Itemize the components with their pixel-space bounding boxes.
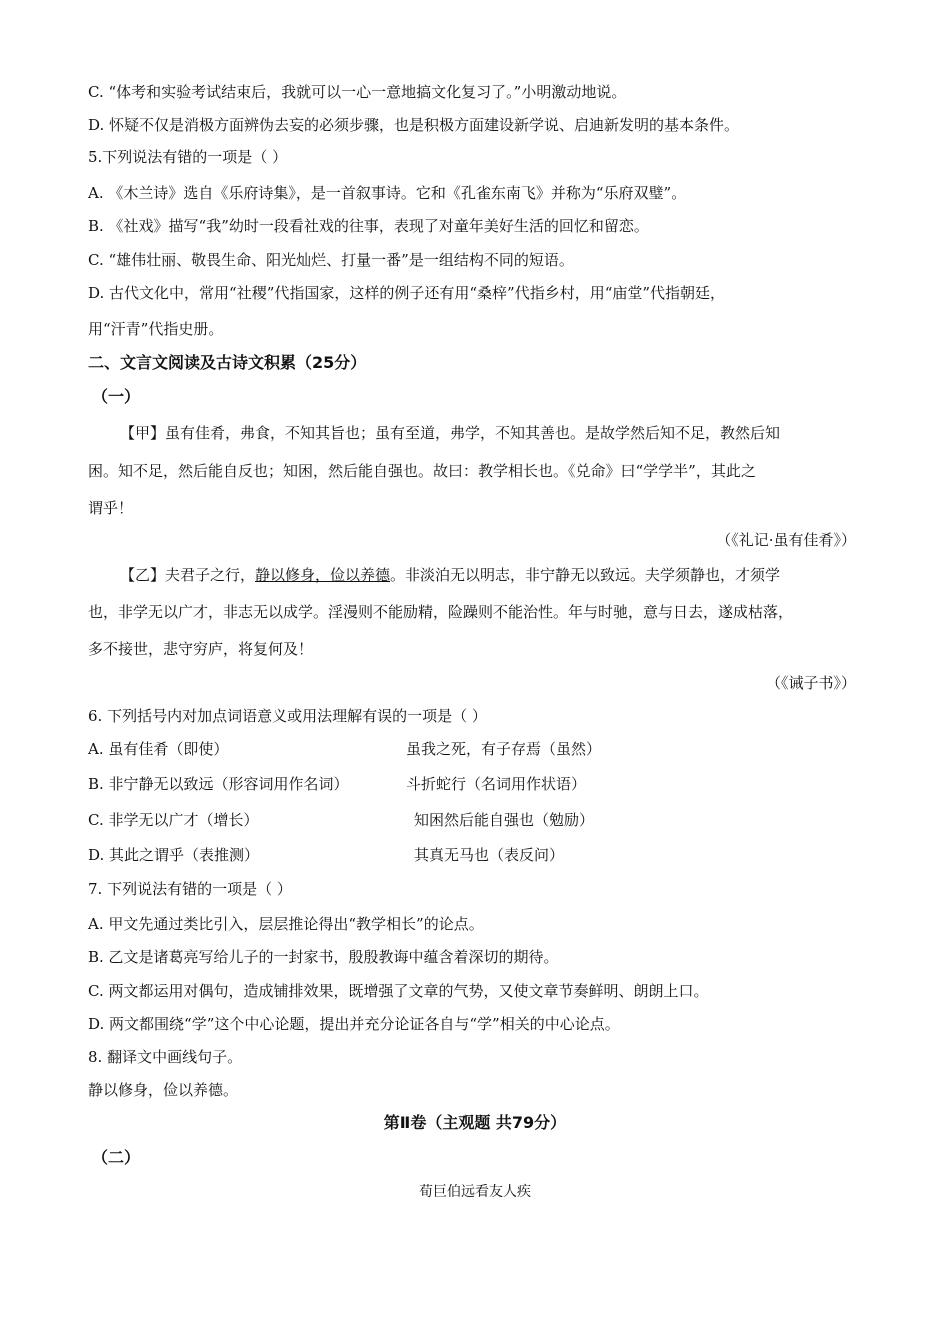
passage-jia-line-2: 困。知不足，然后能自反也；知困，然后能自强也。故曰：教学相长也。《兑命》曰“学学半”，其此之	[88, 462, 756, 480]
passage-yi-line-1-start: 【乙】夫君子之行，	[120, 566, 256, 584]
passage-yi-line-2: 也，非学无以广才，非志无以成学。淫漫则不能励精，险躁则不能治性。年与时驰，意与日去，遂成枯落，	[88, 603, 794, 621]
part-2-label: （二）	[92, 1148, 141, 1167]
q7-option-b: B. 乙文是诸葛亮写给儿子的一封家书，殷殷教诲中蕴含着深切的期待。	[88, 948, 559, 966]
q5-option-c: C. “雄伟壮丽、敬畏生命、阳光灿烂、打量一番”是一组结构不同的短语。	[88, 251, 574, 269]
q7-option-a: A. 甲文先通过类比引入，层层推论得出“教学相长”的论点。	[88, 915, 484, 933]
passage-yi-line-3: 多不接世，悲守穷庐，将复何及！	[88, 640, 314, 658]
passage-jia-source: （《礼记·虽有佳肴》）	[716, 531, 856, 549]
q8-stem: 8. 翻译文中画线句子。	[88, 1048, 243, 1066]
passage-yi-line-1-end: 。非淡泊无以明志，非宁静无以致远。夫学须静也，才须学	[390, 566, 781, 584]
q8-sentence: 静以修身，俭以养德。	[88, 1081, 239, 1099]
q6-option-a-left: A. 虽有佳肴（即使）	[88, 740, 229, 758]
passage-yi-source: （《诫子书》）	[765, 674, 856, 692]
passage-title: 荀巨伯远看友人疾	[419, 1184, 531, 1200]
q5-stem: 5.下列说法有错的一项是（ ）	[88, 148, 288, 166]
q4-option-c: C. “体考和实验考试结束后，我就可以一心一意地搞文化复习了。”小明激动地说。	[88, 83, 627, 101]
q6-option-a-right: 虽我之死，有子存焉（虽然）	[406, 740, 602, 758]
passage-yi-line-1	[120, 565, 780, 585]
q7-option-d: D. 两文都围绕“学”这个中心论题，提出并充分论证各自与“学”相关的中心论点。	[88, 1015, 620, 1033]
q6-option-d-left: D. 其此之谓乎（表推测）	[88, 846, 260, 864]
q7-option-c: C. 两文都运用对偶句，造成铺排效果，既增强了文章的气势，又使文章节奏鲜明、朗朗上口。	[88, 982, 709, 1000]
q5-option-a: A. 《木兰诗》选自《乐府诗集》，是一首叙事诗。它和《孔雀东南飞》并称为“乐府双璧”。	[88, 184, 687, 202]
section-2-heading: 二、文言文阅读及古诗文积累（25分）	[88, 353, 367, 372]
q6-option-b-right: 斗折蛇行（名词用作状语）	[406, 775, 587, 793]
q6-option-c-left: C. 非学无以广才（增长）	[88, 811, 259, 829]
passage-jia-line-3: 谓乎！	[88, 499, 134, 517]
q6-stem: 6. 下列括号内对加点词语意义或用法理解有误的一项是（ ）	[88, 707, 487, 725]
volume-2-heading: 第Ⅱ卷（主观题 共79分）	[383, 1113, 567, 1132]
q4-option-d: D. 怀疑不仅是消极方面辨伪去妄的必须步骤，也是积极方面建设新学说、启迪新发明的基本条件。	[88, 116, 740, 134]
q5-option-d: D. 古代文化中，常用“社稷”代指国家，这样的例子还有用“桑梓”代指乡村，用“庙堂”代指朝廷，	[88, 284, 726, 302]
q6-option-d-right: 其真无马也（表反问）	[414, 846, 565, 864]
passage-jia-line-1: 【甲】虽有佳肴，弗食，不知其旨也；虽有至道，弗学，不知其善也。是故学然后知不足，教然后知	[120, 424, 781, 442]
underlined-sentence: 静以修身，俭以养德	[255, 566, 391, 584]
q6-option-b-left: B. 非宁静无以致远（形容词用作名词）	[88, 775, 349, 793]
q7-stem: 7. 下列说法有错的一项是（ ）	[88, 880, 292, 898]
q5-option-b: B. 《社戏》描写“我”幼时一段看社戏的往事，表现了对童年美好生活的回忆和留恋。	[88, 217, 649, 235]
part-1-label: （一）	[92, 387, 141, 406]
q5-option-d-continued: 用“汗青”代指史册。	[88, 320, 224, 338]
q6-option-c-right: 知困然后能自强也（勉励）	[414, 811, 595, 829]
